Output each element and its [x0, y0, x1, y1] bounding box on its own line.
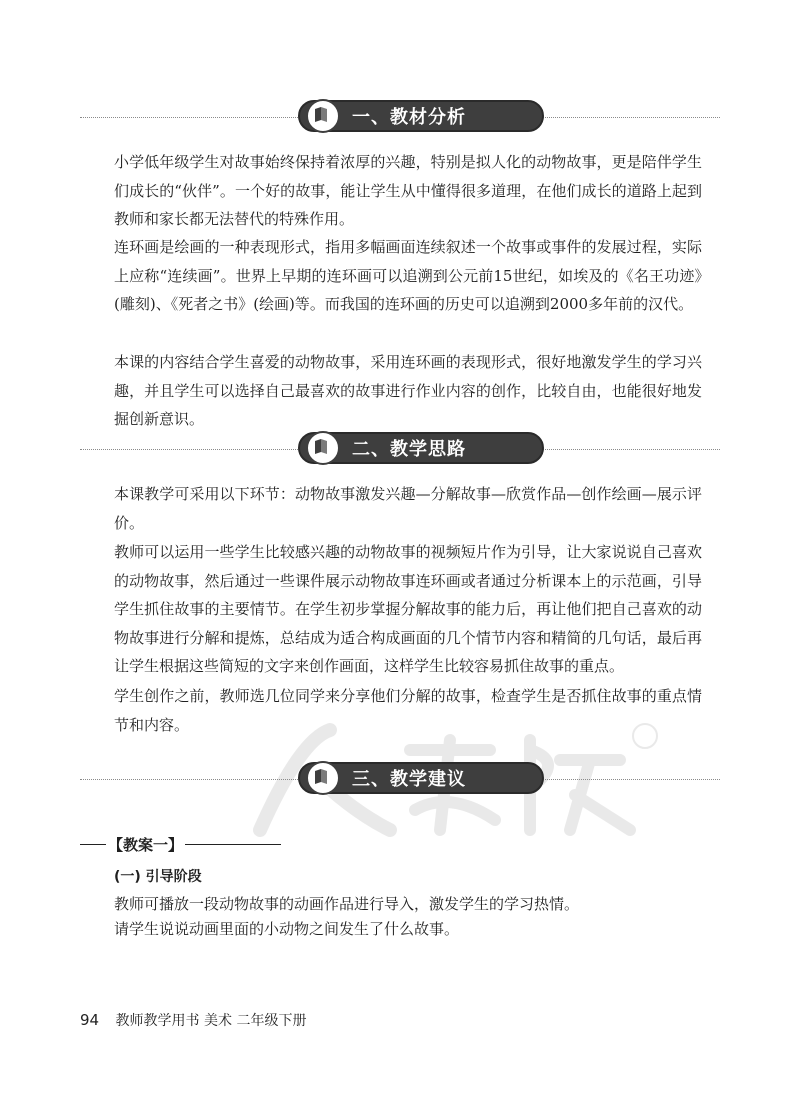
heading-rule: [80, 844, 106, 845]
section-header-3: [80, 762, 720, 796]
section-title: 一、教材分析: [352, 107, 466, 128]
paragraph: 请学生说说动画里面的小动物之间发生了什么故事。: [114, 920, 460, 938]
page-number: 94: [80, 1011, 100, 1029]
subsection-title: (一) 引导阶段: [114, 869, 202, 885]
section-title-badge: [298, 100, 544, 132]
book-icon: [306, 761, 340, 795]
section-title: 二、教学思路: [352, 439, 466, 460]
section-header-2: [80, 432, 720, 466]
book-icon: [306, 99, 340, 133]
paragraph: 学生创作之前，教师选几位同学来分享他们分解的故事，检查学生是否抓住故事的重点情节和内容。: [114, 687, 702, 734]
lesson-plan-title: 【教案一】: [108, 835, 184, 854]
paragraph: 教师可以运用一些学生比较感兴趣的动物故事的视频短片作为引导，让大家说说自己喜欢的动物故事，然后通过一些课件展示动物故事连环画或者通过分析课本上的示范画，引导学生抓住故事的主要情节。在学生初步掌握分解故事的能力后，再让他们把自己喜欢的动物故事进行分解和提炼，总结成为适合构成画面的几个情节内容和精简的几句话，最后再让学生根据这些简短的文字来创作画面，这样学生比较容易抓住故事的重点。: [114, 543, 702, 675]
paragraph: 连环画是绘画的一种表现形式，指用多幅画面连续叙述一个故事或事件的发展过程，实际上应称“连续画”。世界上早期的连环画可以追溯到公元前15世纪，如埃及的《名王功迹》(雕刻)、《死者之书》(绘画)等。而我国的连环画的历史可以追溯到2000多年前的汉代。: [114, 238, 702, 313]
paragraph: 教师可播放一段动物故事的动画作品进行导入，激发学生的学习热情。: [114, 895, 580, 913]
section-title-badge: [298, 762, 544, 794]
book-icon: [306, 431, 340, 465]
paragraph: 小学低年级学生对故事始终保持着浓厚的兴趣，特别是拟人化的动物故事，更是陪伴学生们成长的“伙伴”。一个好的故事，能让学生从中懂得很多道理，在他们成长的道路上起到教师和家长都无法替代的特殊作用。: [114, 153, 702, 228]
page-footer: [80, 1010, 306, 1030]
section-title: 三、教学建议: [352, 769, 466, 790]
book-title: 教师教学用书 美术 二年级下册: [115, 1013, 307, 1029]
paragraph: 本课的内容结合学生喜爱的动物故事，采用连环画的表现形式，很好地激发学生的学习兴趣，并且学生可以选择自己最喜欢的故事进行作业内容的创作，比较自由，也能很好地发掘创新意识。: [114, 353, 702, 428]
paragraph: 本课教学可采用以下环节：动物故事激发兴趣—分解故事—欣赏作品—创作绘画—展示评价。: [114, 485, 702, 532]
section-title-badge: [298, 432, 544, 464]
heading-rule: [185, 844, 281, 845]
section-header-1: [80, 100, 720, 134]
lesson-plan-heading: [80, 832, 320, 856]
